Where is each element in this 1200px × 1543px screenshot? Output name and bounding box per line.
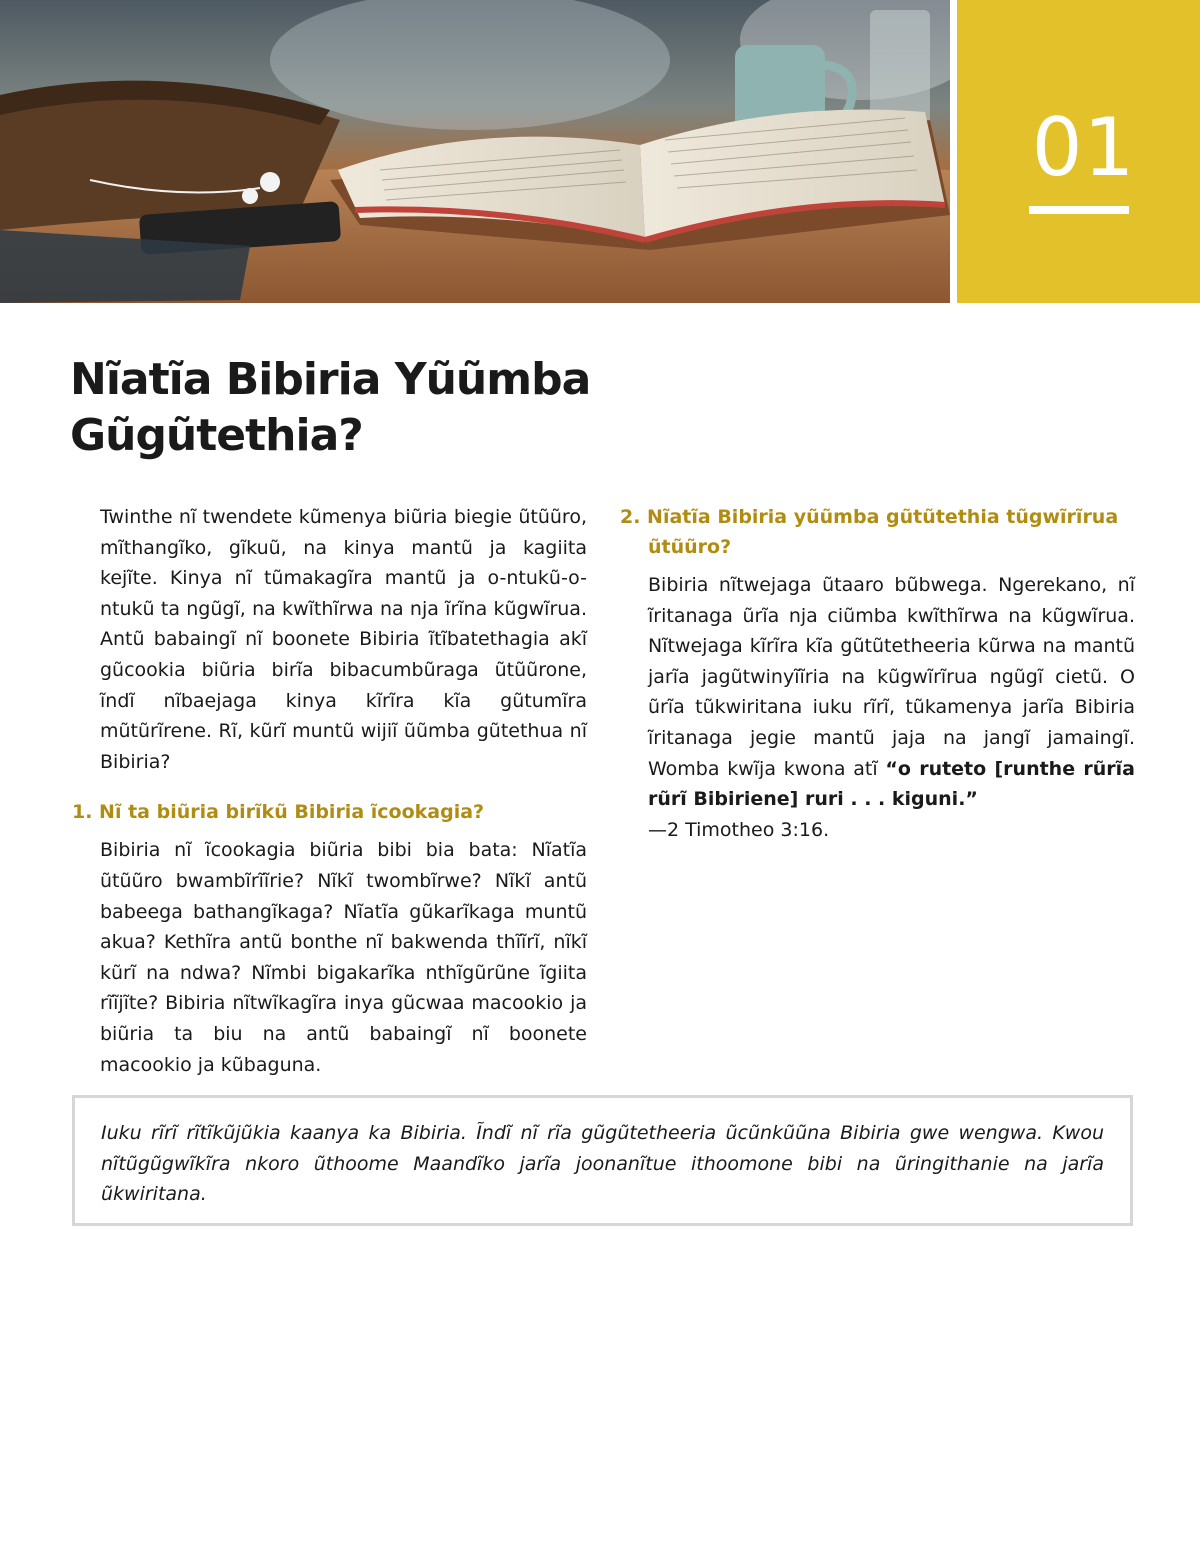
question-2-answer-text: Bibiria nĩtwejaga ũtaaro bũbwega. Ngerekano, nĩ ĩritanaga ũrĩa nja ciũmba kwĩthĩrwa na kũgwĩrua. Nĩtwejaga kĩrĩra kĩa gũtũtetheeria kũrwa na mantũ jarĩa jagũtwinyĩĩria na kũgwĩrĩrua ngũgĩ cietũ. O ũrĩa tũkwiritana iuku rĩrĩ, tũkamenya jarĩa Bibiria ĩritanaga jegie mantũ jaja na jangĩ jamaingĩ. Womba kwĩja kwona atĩ	[648, 574, 1135, 780]
hero-photo-bible-on-table	[0, 0, 950, 303]
scripture-citation: —2 Timotheo 3:16.	[648, 818, 830, 841]
intro-paragraph: Twinthe nĩ twendete kũmenya biũria biegie ũtũũro, mĩthangĩko, gĩkuũ, na kinya mantũ ja kagiita kejĩte. Kinya nĩ tũmakagĩra mantũ ja o-ntukũ-o-ntukũ ta ngũgĩ, na kwĩthĩrwa na nja ĩrĩna kũgwĩrua. Antũ babaingĩ nĩ boonete Bibiria ĩtĩbatethagia akĩ gũcookia biũria birĩa bibacumbũraga ũtũũrone, ĩndĩ nĩbaejaga kinya kĩrĩra kĩa gũtumĩra mũtũrĩrene. Rĩ, kũrĩ muntũ wijiĩ ũũmba gũtethua nĩ Bibiria?	[100, 506, 587, 773]
lesson-number-badge	[957, 0, 1200, 303]
page-title	[70, 352, 670, 464]
page-title-line-1: Nĩatĩa Bibiria Yũũmba	[70, 354, 591, 405]
note-text: Iuku rĩrĩ rĩtĩkũjũkia kaanya ka Bibiria. Ĩndĩ nĩ rĩa gũgũtetheeria ũcũnkũũna Bibiria gwe wengwa. Kwou nĩtũgũgwĩkĩra nkoro ũthoome Maandĩko jarĩa joonanĩtue ithoomone bibi na ũringithanie na jarĩa ũkwiritana.	[101, 1122, 1104, 1205]
lesson-number: 01	[1031, 101, 1136, 194]
right-column	[620, 502, 1135, 845]
question-1-answer: Bibiria nĩ ĩcookagia biũria bibi bia bata: Nĩatĩa ũtũũro bwambĩrĩĩrie? Nĩkĩ twombĩrwe? Nĩkĩ antũ babeega bathangĩkaga? Nĩatĩa gũkarĩkaga muntũ akua? Kethĩra antũ bonthe nĩ bakwenda thĩĩrĩ, nĩkĩ kũrĩ na ndwa? Nĩmbi bigakarĩka nthĩgũrũne ĩgiita rĩĩjĩte? Bibiria nĩtwĩkagĩra inya gũcwaa macookio ja biũria ta biu na antũ babaingĩ nĩ boonete macookio ja kũbaguna.	[100, 839, 587, 1076]
page-title-line-2: Gũgũtethia?	[70, 410, 363, 461]
note-box	[72, 1095, 1133, 1226]
lesson-number-underline	[1029, 206, 1129, 214]
hero-illustration	[0, 0, 950, 303]
question-1-heading: 1. Nĩ ta biũria birĩkũ Bibiria ĩcookagia?	[72, 801, 485, 824]
left-column	[72, 502, 587, 1080]
question-2-answer	[620, 570, 1135, 845]
question-2-heading: 2. Nĩatĩa Bibiria yũũmba gũtũtethia tũgwĩrĩrua ũtũũro?	[620, 506, 1119, 558]
scripture-quote: “o ruteto [runthe rũrĩa rũrĩ Bibiriene] ruri . . . kiguni.”	[648, 757, 1135, 811]
